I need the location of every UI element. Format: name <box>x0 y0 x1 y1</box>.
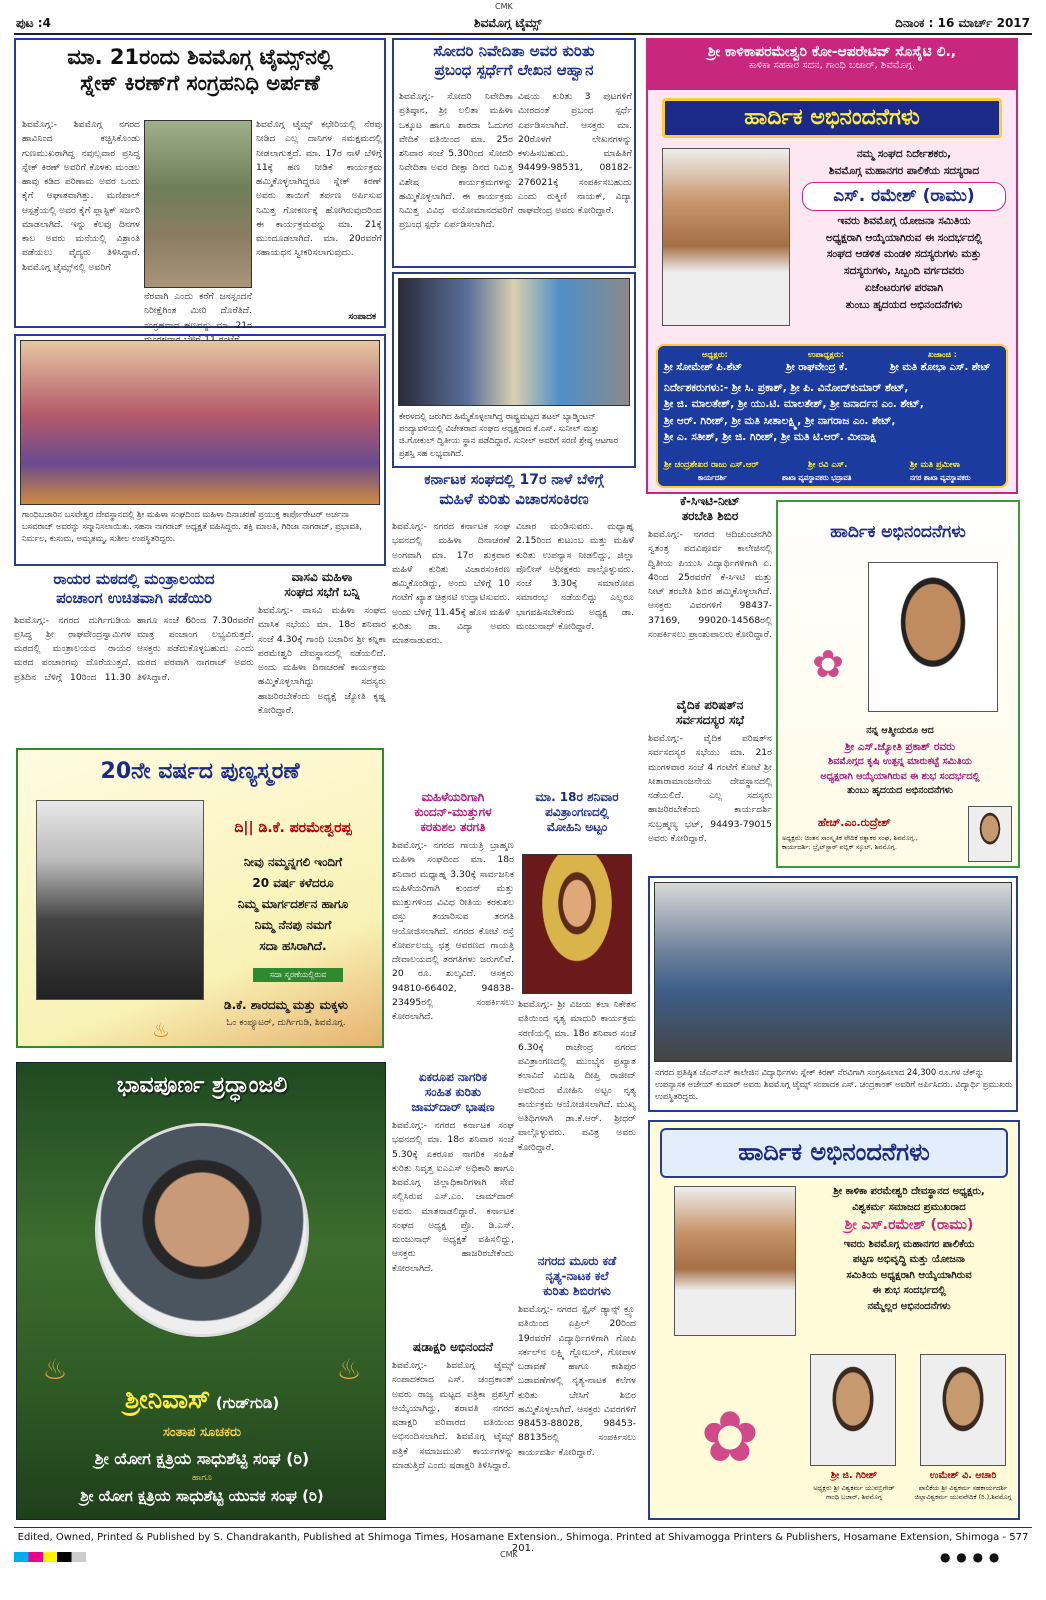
column-3: ನೆರವಾಗಿ ಎಂದು ಕರೆಗೆ ಜನಸ್ಪಂದನೆ ನಿರೀಕ್ಷೆಗಿಂತ ಮೀರಿ ದೊರೆತಿದೆ. ಸಂಗ್ರಹವಾದ ಹಣವನ್ನು ಮಾ. 21ರ <box>144 291 252 331</box>
line-2: ಶ್ರೀ ಎಸ್.ಜ್ಯೋತಿ ಪ್ರಕಾಶ್ ರವರು <box>844 740 956 753</box>
group-photo-women <box>20 340 380 505</box>
headline-2: ಕುಂದನ್-ಮುತ್ತುಗಳ <box>414 805 492 819</box>
portrait-jyoti-prakash <box>868 562 998 712</box>
line-1: ಶ್ರೀ ಕಾಳಿಕಾ ಪರಮೇಶ್ವರಿ ದೇವಸ್ಥಾನದ ಅಧ್ಯಕ್ಷರು, <box>833 1186 985 1197</box>
msg-line-6: ಸದಸ್ಯರುಗಳು, ಸಿಬ್ಬಂದಿ ವರ್ಗದವರು <box>844 265 964 278</box>
label-president: ಅಧ್ಯಕ್ಷರು: <box>702 350 728 359</box>
line-2: ವಿಶ್ವಕರ್ಮ ಸಮಾಜದ ಪ್ರಮುಖರಾದ <box>852 1201 966 1213</box>
flower-bouquet-icon: ✿ <box>700 1396 760 1478</box>
headline-2: ಮಹಿಳೆ ಕುರಿತು ವಿಚಾರಸಂಕಿರಣ <box>439 489 589 508</box>
line-6: ಈ ಶುಭ ಸಂದರ್ಭದಲ್ಲಿ <box>872 1285 946 1297</box>
ad-congrats-ramesh <box>648 1120 1020 1520</box>
tribute-portrait <box>95 1123 309 1337</box>
photo-badminton-team <box>398 278 630 406</box>
line-5: ಸಮಿತಿಯ ಅಧ್ಯಕ್ಷರಾಗಿ ಆಯ್ಕೆಯಾಗಿರುವ <box>846 1269 972 1281</box>
headline-3: ಮೋಹಿನಿ ಅಟ್ಟಂ <box>546 820 608 834</box>
article-students-cheque <box>648 876 1018 1112</box>
vice-president-name: ಶ್ರೀ ರಾಘವೇಂದ್ರ ಕೆ. <box>786 362 848 373</box>
portrait-ramesh <box>662 148 790 326</box>
signatory: ಹೇಚ್.ಎಂ.ರುದ್ರೇಶ್ <box>818 816 891 829</box>
msg-line-8: ತುಂಬು ಹೃದಯದ ಅಭಿನಂದನೆಗಳು <box>845 298 963 311</box>
umesh-place: ಜಿಲ್ಲಾವಿಶ್ವಕರ್ಮ ಯುವವೇದಿಕೆ (ರಿ.),ಶಿವಮೊಗ್ಗ <box>914 1492 1012 1501</box>
memorial-family: ಡಿ.ಕೆ. ಶಾರದಮ್ಮ ಮತ್ತು ಮಕ್ಕಳು <box>224 998 348 1012</box>
label-vice-president: ಉಪಾಧ್ಯಕ್ಷರು: <box>808 350 844 359</box>
president-name: ಶ್ರೀ ಸೋಮೇಶ್ ಪಿ.ಶೆಟ್ <box>664 362 743 373</box>
headline-3: ಕುರಿತು ಶಿಬಿರಗಳು <box>543 1284 611 1298</box>
directors-line-3: ಶ್ರೀ ಆರ್. ಗಿರೀಶ್, ಶ್ರೀ ಮತಿ ಸೀತಾಲಕ್ಷ್ಮಿ, ಶ್ರೀ ನಾಗರಾಜ ಎಂ. ಶೇಟ್, <box>664 414 896 427</box>
headline-2: ಸರ್ವಸದಸ್ಯರ ಸಭೆ <box>675 713 745 727</box>
signature: ಸಂಪಾದಕ <box>348 312 376 322</box>
msg-line-3: ಇವರು ಶಿವಮೊಗ್ಗ ಯೋಜನಾ ಸಮಿತಿಯ <box>837 214 971 227</box>
headline: ಷಡಾಕ್ಷರಿ ಅಭಿನಂದನೆ <box>413 1340 493 1354</box>
memorial-tag: ಸದಾ ಸ್ಮರಣೆಯಲ್ಲಿರುವ <box>253 968 343 982</box>
congrats-banner: ಹಾರ್ದಿಕ ಅಭಿನಂದನೆಗಳು <box>830 522 966 542</box>
portrait-ramesh-2 <box>674 1186 796 1336</box>
congrats-banner: ಹಾರ್ದಿಕ ಅಭಿನಂದನೆಗಳು <box>660 1128 1008 1178</box>
article-women-day-photo <box>14 334 386 566</box>
column-2: ಶಿವಮೊಗ್ಗ ಟೈಮ್ಸ್ ಕಛೇರಿಯಲ್ಲಿ ನೆರವು ನೀಡಿದ ಎಲ್ಲ ದಾನಿಗಳ ಸಮಕ್ಷಮದಲ್ಲಿ ನೀಡಲಾಗುತ್ತದೆ. ಮಾ. 17ರ ನಾಳೆ ಬೆಳಿಗ್ಗೆ 11ಕ್ಕೆ ಹಣ ನೀಡಿಕೆ ಕಾರ್ಯಕ್ರಮ ಹಮ್ಮಿಕೊಳ್ಳಲಾಗಿದ್ದರೂ ಸ್ನೇಕ್ ಕಿರಣ್ ಅವರು ತಾಯಿಗೆ ತರ್ಪಣ ಅರ್ಪಿಸುವ ನಿಮಿತ್ತ ಗೋಕರ್ಣಕ್ಕೆ ಹೋಗಿರುವುದರಿಂದ ಈ ಕಾರ್ಯಕ್ರಮವನ್ನು ಮಾ. 21ಕ್ಕೆ ಮುಂದೂಡಲಾಗಿದೆ. ಮಾ. 20ರವರೆಗೆ ಸಹಾಯಧನ ಸ್ವೀಕರಿಸಲಾಗುವುದು. <box>256 119 382 259</box>
page-header <box>14 13 1032 35</box>
memorial-line-2: 20 ವರ್ಷ ಕಳೆದರೂ <box>252 876 334 890</box>
color-dots-right: ● ● ● ● <box>940 1550 1001 1564</box>
column-1: ಶಿವಮೊಗ್ಗ:- ಸೋದರಿ ನಿವೇದಿತಾ ಪ್ರತಿಷ್ಠಾನ, ಶ್ರೀ ಲಲಿತಾ ಮಹಿಳಾ ಒಕ್ಕೂಟ ಹಾಗೂ ಶಾರದಾ ಓದುಗರ ವೇದಿಕೆ ವತಿಯಿಂದ ಮಾ. 25ರ ಶನಿವಾರ ಸಂಜೆ 5.30ರಿಂದ ಸೋದರಿ ನಿವೇದಿತಾ ಅವರ ದೀಕ್ಷಾ ದಿನದ ನಿಮಿತ್ತ ವಿಶೇಷ ಕಾರ್ಯಕ್ರಮಗಳನ್ನು ಹಮ್ಮಿಕೊಳ್ಳಲಾಗಿದೆ. ಈ ಕಾರ್ಯಕ್ರಮ ನಿಮಿತ್ತ ವಿವಿಧ ವಯೋಮಾನದವರಿಗೆ ಪ್ರಬಂಧ ಸ್ಪರ್ಧೆ ಏರ್ಪಡಿಸಲಾಗಿದೆ. <box>399 91 513 231</box>
photo-caption: ಗಾಂಧಿಬಜಾರಿನ ಬಸವೇಶ್ವರ ದೇವಸ್ಥಾನದಲ್ಲಿ ಶ್ರೀ ಮಹಿಳಾ ಸಂಘದಿಂದ ಮಹಿಳಾ ದಿನಾಚರಣೆ ಪ್ರಯುಕ್ತ ಕಾರ್ಪೊರೇಟರ್ ಅರ್ಚನಾ ಬಸವರಾಜ್ ಅವರನ್ನು ಸನ್ಮಾನಿಸಲಾಯಿತು. ಸಹನಾ ನಾಗರಾಜ್ ಅಧ್ಯಕ್ಷತೆ ವಹಿಸಿದ್ದರು. ಶಕ್ತಿ ಮಾಲತಿ, ಗಿರಿಜಾ ನಾಗರಾಜ್, ಪ್ರಭಾವತಿ, ನಿರ್ಮಲ, ಕುಸುಮ, ಅಮೃತಮ್ಮ, ಸುಶೀಲ ಉಪಸ್ಥಿತರಿದ್ದರು. <box>22 509 363 544</box>
article-badminton-photo <box>392 272 636 468</box>
body: ಶಿವಮೊಗ್ಗ:- ಶ್ರೀ ವಿಜಯ ಕಲಾ ನಿಕೇತನ ವತಿಯಿಂದ ನೃತ್ಯ ಮಾಧುರಿ ಕಾರ್ಯಕ್ರಮ ಸರಣಿಯಲ್ಲಿ ಮಾ. 18ರ ಶನಿವಾರ ಸಂಜೆ 6.30ಕ್ಕೆ ರಾಜೇಂದ್ರ ನಗರದ ಪವಿತ್ರಾಂಗಣದಲ್ಲಿ ಮುಂಬೈನ ಪ್ರಖ್ಯಾತ ಕಲಾವಿದೆ ವಿದುಷಿ ದೀಪ್ತಿ ರಾಜೀವ್ ಅವರಿಂದ ಮೋಹಿನಿ ಅಟ್ಟಂ ನೃತ್ಯ ಕಾರ್ಯಕ್ರಮ ಆಯೋಜಿಸಲಾಗಿದೆ. ಮುಖ್ಯ ಅತಿಥಿಗಳಾಗಿ ಡಾ.ಕೆ.ಆರ್. ಶ್ರೀಧರ್ ಪಾಲ್ಗೊಳ್ಳುವರು. ಪವಿತ್ರ ಅವರು ಕೋರಿದ್ದಾರೆ. <box>518 999 636 1153</box>
headline-3: ಜಾಮ್‌ದಾರ್ ಭಾಷಣ <box>411 1100 495 1114</box>
headline-1: ರಾಯರ ಮಠದಲ್ಲಿ ಮಂತ್ರಾಲಯದ <box>53 570 215 588</box>
msg-line-4: ಅಧ್ಯಕ್ಷರಾಗಿ ಆಯ್ಕೆಯಾಗಿರುವ ಈ ಸಂದರ್ಭದಲ್ಲಿ <box>825 231 983 244</box>
tribute-title: ಭಾವಪೂರ್ಣ ಶ್ರದ್ಧಾಂಜಲಿ <box>116 1073 288 1098</box>
headline-1: ಕೆ-ಸಿಇಟಿ-ನೀಟ್ <box>680 494 740 508</box>
staff-1-role: ಕಾರ್ಯದರ್ಶಿ <box>698 474 727 482</box>
tribute-org-2: ಶ್ರೀ ಯೋಗ ಕ್ಷತ್ರಿಯ ಸಾಧುಶೆಟ್ಟಿ ಯುವಕ ಸಂಘ (ರಿ) <box>80 1487 324 1505</box>
memorial-line-1: ನೀವು ನಮ್ಮನ್ನಗಲಿ ಇಂದಿಗೆ <box>243 855 343 869</box>
memorial-address: ಓಂ ಕಂಪ್ಯೂಟರ್, ದುರ್ಗಿಗುಡಿ, ಶಿವಮೊಗ್ಗ. <box>226 1018 346 1028</box>
line-3: ಇವರು ಶಿವಮೊಗ್ಗ ಮಹಾನಗರ ಪಾಲಿಕೆಯ <box>843 1238 975 1250</box>
line-1: ನನ್ನ ಆತ್ಮೀಯರೂ ಆದ <box>866 725 934 736</box>
congrats-banner: ಹಾರ್ದಿಕ ಅಭಿನಂದನೆಗಳು <box>662 98 1002 138</box>
girish-role: ಅಧ್ಯಕ್ಷರು ಶ್ರೀ ವಿಶ್ವಕರ್ಮ ಯುವಬ್ರಿಗೇಡ್ <box>813 1484 895 1492</box>
society-name: ಶ್ರೀ ಕಾಳಿಕಾಪರಮೇಶ್ವರಿ ಕೋ-ಆಪರೇಟಿವ್ ಸೊಸೈಟಿ ಲಿ., <box>707 44 957 60</box>
staff-1-name: ಶ್ರೀ ಚಂದ್ರಶೇಖರ ರಾಜು ಎಸ್.ಆರ್ <box>664 460 759 470</box>
headline-1: ನಗರದ ಮೂರು ಕಡೆ <box>537 1254 617 1268</box>
article-vasavi <box>258 570 386 742</box>
society-address: ಕಾಳಿಕಾ ಸಹಕಾರ ಸದನ, ಗಾಂಧಿ ಬಜಾರ್, ಶಿವಮೊಗ್ಗ. <box>748 60 916 71</box>
headline-1: ವೈದಿಕ ಪರಿಷತ್‌ನ <box>676 698 744 712</box>
staff-2-role: ಶಾಖಾ ವ್ಯವಸ್ಥಾಪಕರು ಭದ್ರಾವತಿ <box>782 474 852 482</box>
tribute-nickname: (ಗುಡ್‌ಗುಡಿ) <box>215 1394 280 1412</box>
article-dance-camp <box>518 1254 636 1522</box>
lamp-icon-right: ♨ <box>336 1353 362 1386</box>
portrait-umesh <box>920 1354 1006 1466</box>
treasurer-name: ಶ್ರೀ ಮತಿ ಶೋಭಾ ಎಸ್. ಶೇಟ್ <box>890 362 991 373</box>
column-1: ಶಿವಮೊಗ್ಗ:- ಶಿವಮೊಗ್ಗ ನಗರದ ಹಾವಿನಿಂದ ಕಚ್ಚಿಸಿಕೊಂಡು ಗುಣಮುಖರಾಗಿದ್ದ ನವುಲ್ಲವಾರ ಪ್ರಸಿದ್ಧ ಸ್ನೇಕ್ ಕಿರಣ್ ಅವರಿಗೆ ಕೊಳಕು ಮಂಡಲ ಹಾವು ಕಡಿದ ಪರಿಣಾಮ ಅವರ ಒಂದು ಕೈಗೆ ಆಘಾತವಾಗಿತ್ತು. ಮಣಿಪಾಲ್ ಆಸ್ಪತ್ರೆಯಲ್ಲಿ ಅವರ ಕೈಗೆ ಪ್ಲಾಸ್ಟಿಕ್ ಸರ್ಜರಿ ಮಾಡಲಾಗಿದೆ. ಇನ್ನು ಕೆಲವು ದಿನಗಳ ಕಾಲ ಅವರು ಮನೆಯಲ್ಲಿ ವಿಶ್ರಾಂತಿ ಪಡೆಯಲು ವೈದ್ಯರು ತಿಳಿಸಿದ್ದಾರೆ. ಶಿವಮೊಗ್ಗ ಟೈಮ್ಸ್‌ನಲ್ಲಿ ಅವರಿಗೆ <box>22 119 140 273</box>
page-number: ಪುಟ :4 <box>16 16 51 30</box>
directors-line-1: ನಿರ್ದೇಶಕರುಗಳು:- ಶ್ರೀ ಸಿ. ಪ್ರಕಾಶ್, ಶ್ರೀ ಪಿ. ವಿನೋದ್‌ಕುಮಾರ್ ಶೇಟ್, <box>664 382 909 394</box>
lamp-icon: ♨ <box>152 1018 170 1042</box>
signatory-role-1: ಅಧ್ಯಕ್ಷರು: ಚಿಂತನ ಸಾಂಸ್ಕೃತಿಕ ವೇದಿಕೆ ರತ್ನಾಕರ ಸಂಘ, ಶಿವಮೊಗ್ಗ., <box>782 834 918 842</box>
column-2: ವಿಚಾರ ಮಂಡಿಸುವರು. ಮಧ್ಯಾಹ್ನ 2.15ರಿಂದ ಕುಟುಂಬ ಮತ್ತು ಮಹಿಳೆ ಕುರಿತು ಉಪನ್ಯಾಸ ನೀಡಲಿದ್ದು, ಜಿಲ್ಲಾ ಪೊಲೀಸ್ ಅಧೀಕ್ಷಕರು ಪಾಲ್ಗೊಳ್ಳುವರು. ಸಂಜೆ 3.30ಕ್ಕೆ ಸಮಾರೋಪ ಸಮಾರಂಭ ನಡೆಯಲಿದ್ದು ಎಲ್ಲರೂ ಭಾಗವಹಿಸಬೇಕೆಂದು ಅಧ್ಯಕ್ಷ ಡಾ. ಮಂಜುನಾಥ್ ಕೋರಿದ್ದಾರೆ. <box>516 521 634 632</box>
memorial-line-5: ಸದಾ ಹಸಿರಾಗಿದೆ. <box>259 939 327 953</box>
imprint-footer: Edited, Owned, Printed & Published by S. Chandrakanth, Published at Shimoga Times, Hosamane Extension., Shimoga. Printed at Shivamogga Printers & Publishers, Hosamane Extension, Shimoga - 577 201. <box>14 1527 1032 1547</box>
ad-cooperative-society <box>646 38 1018 494</box>
staff-2-name: ಶ್ರೀ ರವಿ ಎಸ್. <box>808 460 848 470</box>
headline-1: ಕರ್ನಾಟಕ ಸಂಘದಲ್ಲಿ 17ರ ನಾಳೆ ಬೆಳಿಗ್ಗೆ <box>424 472 604 488</box>
msg-name: ಎಸ್. ರಮೇಶ್ (ರಾಮು) <box>802 182 1006 211</box>
staff-3-name: ಶ್ರೀ ಮತಿ ಪ್ರಮೀಳಾ <box>910 460 960 470</box>
headline-1: ಸೋದರಿ ನಿವೇದಿತಾ ಅವರ ಕುರಿತು <box>433 42 595 60</box>
staff-3-role: ನಗರ ಶಾಖಾ ವ್ಯವಸ್ಥಾಪಕರು <box>910 474 971 482</box>
column-1: ಶಿವಮೊಗ್ಗ:- ನಗರದ ಕರ್ನಾಟಕ ಸಂಘ ಭವನದಲ್ಲಿ ಮಹಿಳಾ ದಿನಾಚರಣೆ ಅಂಗವಾಗಿ ಮಾ. 17ರ ಶುಕ್ರವಾರ ಮಹಿಳೆ ಕುರಿತು ವಿಚಾರಸಂಕಿರಣ ಹಮ್ಮಿಕೊಂಡಿದ್ದು, ಅಂದು ಬೆಳಿಗ್ಗೆ 10 ಗಂಟೆಗೆ ಖ್ಯಾತ ಚಿತ್ರನಟಿ ಉದ್ಘಾಟಿಸುವರು. ಅಂದು ಬೆಳಿಗ್ಗೆ 11.45ಕ್ಕೆ ಹೊಸ ಮಹಿಳೆ ಕುರಿತು ಡಾ. ವಿದ್ಯಾ ಅವರು ಮಾತನಾಡುವರು. <box>392 521 510 646</box>
headline-2: ಸ್ನೇಕ್ ಕಿರಣ್‌ಗೆ ಸಂಗ್ರಹನಿಧಿ ಅರ್ಪಣೆ <box>80 71 320 96</box>
tribute-name: ಶ್ರೀನಿವಾಸ್ <box>124 1385 211 1415</box>
column-2: ವಿಷಯ ಕುರಿತು 3 ಪುಟಗಳಿಗೆ ಮೀರದಂತೆ ಪ್ರಬಂಧ ಸ್ಪರ್ಧೆ ಏರ್ಪಡಿಸಲಾಗಿದೆ. ಆಸಕ್ತರು ಮಾ. 20ರೊಳಗೆ ಲೇಖನಗಳನ್ನು ಕಳುಹಿಸಬಹುದು. ಮಾಹಿತಿಗೆ 94499-98531, 08182-276021ಕ್ಕೆ ಸಂಪರ್ಕಿಸಬಹುದು ಎಂದು ರುಕ್ಮಿಣಿ ನಾಯಕ್, ವಿದ್ಯಾ ರಾಘವೇಂದ್ರ ಅವರು ಕೋರಿದ್ದಾರೆ. <box>518 91 632 216</box>
body: ಶಿವಮೊಗ್ಗ:- ನಗರದ ಕರ್ನಾಟಕ ಸಂಘ ಭವನದಲ್ಲಿ ಮಾ. 18ರ ಶನಿವಾರ ಸಂಜೆ 5.30ಕ್ಕೆ ಏಕರೂಪ ನಾಗರಿಕ ಸಂಹಿತೆ ಕುರಿತು ನಿವೃತ್ತ ಐಎಎಸ್ ಅಧಿಕಾರಿ ಹಾಗೂ ಶಿವಮೊಗ್ಗ ಜಿಲ್ಲಾಧಿಕಾರಿಗಳಾಗಿ ಸೇವೆ ಸಲ್ಲಿಸಿರುವ ಎಸ್.ಎಂ. ಜಾಮ್‌ದಾರ್ ಅವರು ಮಾತನಾಡಲಿದ್ದಾರೆ. ಕರ್ನಾಟಕ ಸಂಘದ ಅಧ್ಯಕ್ಷ ಪ್ರೊ. ಡಿ.ಎಸ್. ಮಂಜುನಾಥ್ ಅಧ್ಯಕ್ಷತೆ ವಹಿಸಲಿದ್ದು, ಆಸಕ್ತರು ಹಾಜರಿರಬೇಕೆಂದು ಕೋರಲಾಗಿದೆ. <box>392 1120 514 1274</box>
article-panchanga <box>14 570 254 740</box>
article-mohiniattam <box>518 790 636 1153</box>
directors-line-4: ಶ್ರೀ ಎ. ಸತೀಶ್, ಶ್ರೀ ಜಿ. ಗಿರೀಶ್, ಶ್ರೀ ಮತಿ ಟಿ.ಆರ್. ಮೀನಾಕ್ಷಿ <box>664 430 877 443</box>
memorial-name: ದಿ|| ಡಿ.ಕೆ. ಪರಮೇಶ್ವರಪ್ಪ <box>234 820 352 836</box>
msg-line-5: ಸಂಘದ ಆಡಳಿತ ಮಂಡಳಿ ಸದಸ್ಯರುಗಳು ಮತ್ತು <box>826 248 982 261</box>
headline-2: ಪವಿತ್ರಾಂಗಣದಲ್ಲಿ <box>545 805 609 819</box>
girish-place: ಗಾಂಧಿ ಬಜಾರ್, ಶಿವಮೊಗ್ಗ <box>826 1492 882 1501</box>
line-5: ತುಂಬು ಹೃದಯದ ಅಭಿನಂದನೆಗಳು <box>847 785 953 797</box>
memorial-line-4: ನಿಮ್ಮ ನೆನಪು ನಮಗೆ <box>254 918 332 932</box>
article-snake-kiran <box>14 38 386 331</box>
headline-1: ಮಾ. 18ರ ಶನಿವಾರ <box>535 790 619 804</box>
group-photo-students <box>654 882 1012 1062</box>
memorial-title: 20ನೇ ವರ್ಷದ ಪುಣ್ಯಸ್ಮರಣೆ <box>100 759 300 784</box>
umesh-role: ಪಾಲಿಕೆಯ ಶ್ರೀ ವಿಶ್ವಕರ್ಮ ಸಹಕಾರ್ಯದರ್ಶಿ <box>918 1484 1008 1492</box>
article-vaidika-parishat <box>648 698 772 872</box>
label-treasurer: ಖಜಾಂಚಿ : <box>928 350 957 359</box>
tribute-and: ಹಾಗೂ <box>191 1473 213 1483</box>
tribute-sub: ಸಂತಾಪ ಸೂಚಕರು <box>163 1425 241 1440</box>
ad-memorial <box>16 748 384 1048</box>
article-nivedita <box>392 38 636 268</box>
body: ಶಿವಮೊಗ್ಗ:- ವೈದಿಕ ಪರಿಷತ್‌ನ ಸರ್ವಸದಸ್ಯರ ಸಭೆಯು ಮಾ. 21ರ ಮಂಗಳವಾರ ಸಂಜೆ 4 ಗಂಟೆಗೆ ಕೋಟೆ ಶ್ರೀ ಸೀತಾರಾಮಾಂಜನೇಯ ದೇವಸ್ಥಾನದಲ್ಲಿ ನಡೆಯಲಿದೆ. ಎಲ್ಲ ಸದಸ್ಯರು ಹಾಜರಿರಬೇಕೆಂದು ಕಾರ್ಯದರ್ಶಿ ಸುಬ್ರಹ್ಮಣ್ಯ ಭಟ್, 94493-79015 ಅವರು ಕೋರಿದ್ದಾರೆ. <box>648 733 772 844</box>
article-cet-camp <box>648 494 772 694</box>
color-bar-left <box>14 1552 86 1562</box>
line-3: ಶಿವಮೊಗ್ಗದ ಕೃಷಿ ಉತ್ಪನ್ನ ಮಾರುಕಟ್ಟೆ ಸಮಿತಿಯ <box>828 755 972 767</box>
headline-2: ತರಬೇತಿ ಶಿಬಿರ <box>681 509 739 523</box>
photo-snake-catcher <box>144 120 252 288</box>
body: ಶಿವಮೊಗ್ಗ:- ಶಿವಮೊಗ್ಗ ಟೈಮ್ಸ್ ಸಂಪಾದಕರಾದ ಎಸ್. ಚಂದ್ರಕಾಂತ್ ಅವರು ರಾಜ್ಯ ಮಟ್ಟದ ಪತ್ರಿಕಾ ಪ್ರಶಸ್ತಿಗೆ ಆಯ್ಕೆಯಾಗಿದ್ದು, ಶರಾವತಿ ನಗರದ ಷಡಾಕ್ಷರಿ ಪರಿವಾರದ ವತಿಯಿಂದ ಅಭಿನಂದಿಸಲಾಗಿದೆ. ಶಿವಮೊಗ್ಗ ಟೈಮ್ಸ್ ಪತ್ರಿಕೆ ಸಮಾಜಮುಖಿ ಕಾರ್ಯಗಳನ್ನು ಮಾಡುತ್ತಿದೆ ಎಂದು ಷಡಾಕ್ಷರಿ ತಿಳಿಸಿದ್ದಾರೆ. <box>392 1360 514 1471</box>
headline-2: ಪಂಚಾಂಗ ಉಚಿತವಾಗಿ ಪಡೆಯಿರಿ <box>56 588 212 607</box>
registration-mark-bottom: CMK <box>500 1550 518 1559</box>
body: ಶಿವಮೊಗ್ಗ:- ನಗರದ ಗಾಯತ್ರಿ ಬ್ರಾಹ್ಮಣ ಮಹಿಳಾ ಸಂಘದಿಂದ ಮಾ. 18ರ ಶನಿವಾರ ಮಧ್ಯಾಹ್ನ 3.30ಕ್ಕೆ ಸಾರ್ವಜನಿಕ ಮಹಿಳೆಯರಿಗಾಗಿ ಕುಂದನ್ ಮತ್ತು ಮುತ್ತುಗಳಿಂದ ವಿವಿಧ ರೀತಿಯ ಕರಕುಶಲ ವಸ್ತು ತಯಾರಿಸುವ ತರಗತಿ ಆಯೋಜಿಸಲಾಗಿದೆ. ನಗರದ ಕೋಟೆ ರಸ್ತೆ ಕೋರ್ಪಲಯ್ಯ ಛತ್ರ ಆವರಣದ ಗಾಯತ್ರಿ ದೇವಾಲಯದಲ್ಲಿ ತರಗತಿಗಳು ಜರುಗಲಿವೆ. 20 ರೂ. ಶುಲ್ಕವಿದೆ. ಆಸಕ್ತರು 94810-66402, 94838-23495ರಲ್ಲಿ ಸಂಪರ್ಕಿಸಲು ಕೋರಲಾಗಿದೆ. <box>392 840 514 1022</box>
portrait-rudresh <box>968 806 1012 862</box>
memorial-line-3: ನಿಮ್ಮ ಮಾರ್ಗದರ್ಶನ ಹಾಗೂ <box>237 897 349 911</box>
headline-1: ವಾಸವಿ ಮಹಿಳಾ <box>291 570 353 584</box>
line-4: ಪಟ್ಟಣ ಅಭಿವೃದ್ಧಿ ಮತ್ತು ಯೋಜನಾ <box>853 1254 965 1266</box>
article-jamdar <box>392 1070 514 1342</box>
headline-1: ಏಕರೂಪ ನಾಗರಿಕ <box>418 1070 488 1084</box>
article-kundan <box>392 790 514 1070</box>
msg-line-1: ನಮ್ಮ ಸಂಘದ ನಿರ್ದೇಶಕರು, <box>856 148 952 160</box>
girish-name: ಶ್ರೀ ಜಿ. ಗಿರೀಶ್ <box>830 1470 878 1481</box>
line-4: ಅಧ್ಯಕ್ಷರಾಗಿ ಆಯ್ಕೆಯಾಗಿರುವ ಈ ಶುಭ ಸಂದರ್ಭದಲ್ಲಿ <box>820 770 980 782</box>
line-7: ನಮ್ಮೆಲ್ಲರ ಅಭಿನಂದನೆಗಳು <box>867 1300 951 1312</box>
headline-2: ಸಂಹಿತ ಕುರಿತು <box>424 1085 482 1099</box>
headline-2: ನೃತ್ಯ-ನಾಟಕ ಕಲೆ <box>545 1269 609 1283</box>
msg-line-2: ಶಿವಮೊಗ್ಗ ಮಹಾನಗರ ಪಾಲಿಕೆಯ ಸದಸ್ಯರಾದ <box>828 164 980 177</box>
photo-caption: ಕೇರಳದಲ್ಲಿ ಜರುಗಿದ ಹಿಮ್ಮೆಕೊಳ್ಳಲಾಗಿದ್ದ ರಾಷ್ಟ್ರಮಟ್ಟದ ಶಟಲ್ ಬ್ಯಾಡ್ಮಿಂಟನ್ ಪಂದ್ಯಾವಳಿಯಲ್ಲಿ ವಿಜೇತರಾದ ಸಂಘದ ಅಧ್ಯಕ್ಷರಾದ ಕೆ.ಎಸ್. ಸುನೀಲ್ ಮತ್ತು ಜಿ.ಗೋಕುಲ್ ದ್ವಿತೀಯ ಸ್ಥಾನ ಪಡೆದಿದ್ದಾರೆ. ಸುನೀಲ್ ಅವರಿಗೆ ಸರಣಿ ಶ್ರೇಷ್ಠ ಆಟಗಾರ ಪ್ರಶಸ್ತಿ ಸಹ ಲಭ್ಯವಾಗಿದೆ. <box>399 411 619 458</box>
headline-2: ಸಂಘದ ಸಭೆಗೆ ಬನ್ನಿ <box>284 585 360 599</box>
portrait-girish <box>810 1354 896 1466</box>
body: ಶಿವಮೊಗ್ಗ:- ನಗರದ ದುರ್ಗಿಗುಡಿಯ ಪ್ರಸಿದ್ಧ ಶ್ರೀ ರಾಘವೇಂದ್ರಸ್ವಾಮಿಗಳ ಮಠದಲ್ಲಿ ಮಂತ್ರಾಲಯದ ರಾಯರ ಮಠದ ಪಂಚಾಂಗವು ದೊರೆಯುತ್ತದೆ. ಪ್ರತಿದಿನ ಬೆಳಿಗ್ಗೆ 10ರಿಂದ 11.30 ಹಾಗೂ ಸಂಜೆ 6ರಿಂದ 7.30ರವರೆಗೆ ಮಾತ್ರ ಪಂಚಾಂಗ ಲಭ್ಯವಿರುತ್ತದೆ. ಆಸಕ್ತರು ಪಡೆದುಕೊಳ್ಳಬಹುದು ಎಂದು ಮಠದ ಪರವಾಗಿ ನಾಗರಾಜ್ ಅವರು ತಿಳಿಸಿದ್ದಾರೆ. <box>14 614 254 683</box>
flower-icon: ✿ <box>812 642 844 686</box>
paper-name: ಶಿವಮೊಗ್ಗ ಟೈಮ್ಸ್ <box>474 16 542 30</box>
msg-line-7: ಏಜೆಂಟರುಗಳ ಪರವಾಗಿ <box>864 281 944 294</box>
ad-tribute <box>16 1062 386 1520</box>
headline-1: ಮಾ. 21ರಂದು ಶಿವಮೊಗ್ಗ ಟೈಮ್ಸ್‌ನಲ್ಲಿ <box>67 45 333 69</box>
headline-2: ಪ್ರಬಂಧ ಸ್ಪರ್ಧೆಗೆ ಲೇಖನ ಆಹ್ವಾನ <box>434 60 594 79</box>
ramesh-name: ಶ್ರೀ ಎಸ್.ರಮೇಶ್ (ರಾಮು) <box>844 1217 974 1233</box>
headline-1: ಮಹಿಳೆಯರಿಗಾಗಿ <box>421 790 485 804</box>
signatory-role-2: ಕಾರ್ಯದರ್ಶಿ: ಬ್ರೈಟ್‌ಸ್ಟಾರ್ ಪಬ್ಲಿಕ್ ಸ್ಕೂಲ್, ಶಿವಮೊಗ್ಗ. <box>782 843 897 852</box>
tribute-org-1: ಶ್ರೀ ಯೋಗ ಕ್ಷತ್ರಿಯ ಸಾಧುಶೆಟ್ಟಿ ಸಂಘ (ರಿ) <box>94 1449 310 1468</box>
body: ಶಿವಮೊಗ್ಗ:- ನಗರದ ಆದಿಚುಂಚನಗಿರಿ ಸ್ವತಂತ್ರ ಪದವಿಪೂರ್ವ ಕಾಲೇಜಿನಲ್ಲಿ ದ್ವಿತೀಯ ಪಿಯುಸಿ ವಿದ್ಯಾರ್ಥಿಗಳಿಗಾಗಿ ಏ. 4ರಿಂದ 25ರವರೆಗೆ ಕೆ-ಸಿಇಟಿ ಮತ್ತು ನೀಟ್ ತರಬೇತಿ ಶಿಬಿರ ಹಮ್ಮಿಕೊಳ್ಳಲಾಗಿದೆ. ಆಸಕ್ತರು ವಿವರಗಳಿಗೆ 98437-37169, 99020-14568ರಲ್ಲಿ ಸಂಪರ್ಕಿಸಲು ಪ್ರಾಂಶುಪಾಲರು ಕೋರಿದ್ದಾರೆ. <box>648 529 772 640</box>
body: ಶಿವಮೊಗ್ಗ:- ನಗರದ ಸ್ಪೈಸ್ ಡ್ಯಾನ್ಸ್ ಕ್ರ್ಯೂ ವತಿಯಿಂದ ಏಪ್ರಿಲ್ 20ರಿಂದ 19ರವರೆಗೆ ವಿದ್ಯಾರ್ಥಿಗಳಿಗಾಗಿ ಗೋಪಿ ಸರ್ಕಲ್‌ನ ಲಕ್ಷ್ಮಿ ಗ್ಲೋಬಲ್, ಗೋಪಾಳ ಬಡಾವಣೆ ಹಾಗೂ ಕಾಶಿಪುರ ಬಡಾವಣೆಗಳಲ್ಲಿ ನೃತ್ಯ-ನಾಟಕ ಕಲೆಗಳ ಕುರಿತು ಬೇಸಿಗೆ ಶಿಬಿರ ಹಮ್ಮಿಕೊಳ್ಳಲಾಗಿದೆ. ಆಸಕ್ತರು ವಿವರಗಳಿಗೆ 98453-88028, 98453-88135ರಲ್ಲಿ ಸಂಪರ್ಕಿಸಲು ಕಾರ್ಯದರ್ಶಿ ಕೋರಿದ್ದಾರೆ. <box>518 1304 636 1458</box>
memorial-portrait <box>36 800 204 1000</box>
ad-congrats-jyoti-prakash <box>776 500 1020 868</box>
article-shadakshari <box>392 1340 514 1522</box>
umesh-name: ಉಮೇಶ್ ವಿ. ಆಚಾರಿ <box>929 1470 997 1481</box>
article-karnataka-sangha <box>392 472 636 802</box>
photo-dancer <box>522 854 632 994</box>
registration-mark-top: CMK <box>495 2 513 11</box>
photo-caption: ನಗರದ ಪ್ರತಿಷ್ಠಿತ ಜೆಎನ್‌ಎನ್ ಕಾಲೇಜಿನ ವಿದ್ಯಾರ್ಥಿಗಳು ಸ್ನೇಕ್ ಕಿರಣ್ ನೆರವಿಗಾಗಿ ಸಂಗ್ರಹಿಸಲಾದ 24,300 ರೂ.ಗಳ ಚೆಕ್‌ನ್ನು ಉಪನ್ಯಾಸಕ ಅಜೇಯ್ ಕುಮಾರ್ ಅವರು ಶಿವಮೊಗ್ಗ ಟೈಮ್ಸ್ ಸಂಪಾದಕ ಎಸ್. ಚಂದ್ರಕಾಂತ್ ಅವರಿಗೆ ಅರ್ಪಿಸಿದರು. ವಿದ್ಯಾರ್ಥಿ ಪ್ರಮುಖರು ಉಪಸ್ಥಿತರಿದ್ದರು. <box>655 1067 1013 1102</box>
headline-3: ಕರಕುಶಲ ತರಗತಿ <box>420 820 486 834</box>
issue-date: ದಿನಾಂಕ : 16 ಮಾರ್ಚ್ 2017 <box>895 16 1030 30</box>
body: ಶಿವಮೊಗ್ಗ:- ವಾಸವಿ ಮಹಿಳಾ ಸಂಘದ ಮಾಸಿಕ ಸಭೆಯು ಮಾ. 18ರ ಶನಿವಾರ ಸಂಜೆ 4.30ಕ್ಕೆ ಗಾಂಧಿ ಬಜಾರಿನ ಶ್ರೀ ಕನ್ನಿಕಾ ಪರಮೇಶ್ವರಿ ದೇವಸ್ಥಾನದಲ್ಲಿ ನಡೆಯಲಿದೆ. ಅಂದು ಮಹಿಳಾ ದಿನಾಚರಣೆ ಕಾರ್ಯಕ್ರಮ ಹಮ್ಮಿಕೊಳ್ಳಲಾಗಿದ್ದು ಸದಸ್ಯರು ಹಾಜರಿರಬೇಕೆಂದು ಅಧ್ಯಕ್ಷೆ ಜ್ಯೋತಿ ಕೃಷ್ಣ ಕೋರಿದ್ದಾರೆ. <box>258 605 386 716</box>
lamp-icon-left: ♨ <box>42 1353 68 1386</box>
directors-line-2: ಶ್ರೀ ಜಿ. ಮಾಲತೇಶ್, ಶ್ರೀ ಯು.ಟಿ. ಮಾಲತೇಶ್, ಶ್ರೀ ಜನಾರ್ದನ ಎಂ. ಶೇಟ್, <box>664 398 924 411</box>
board-members <box>656 344 1008 488</box>
